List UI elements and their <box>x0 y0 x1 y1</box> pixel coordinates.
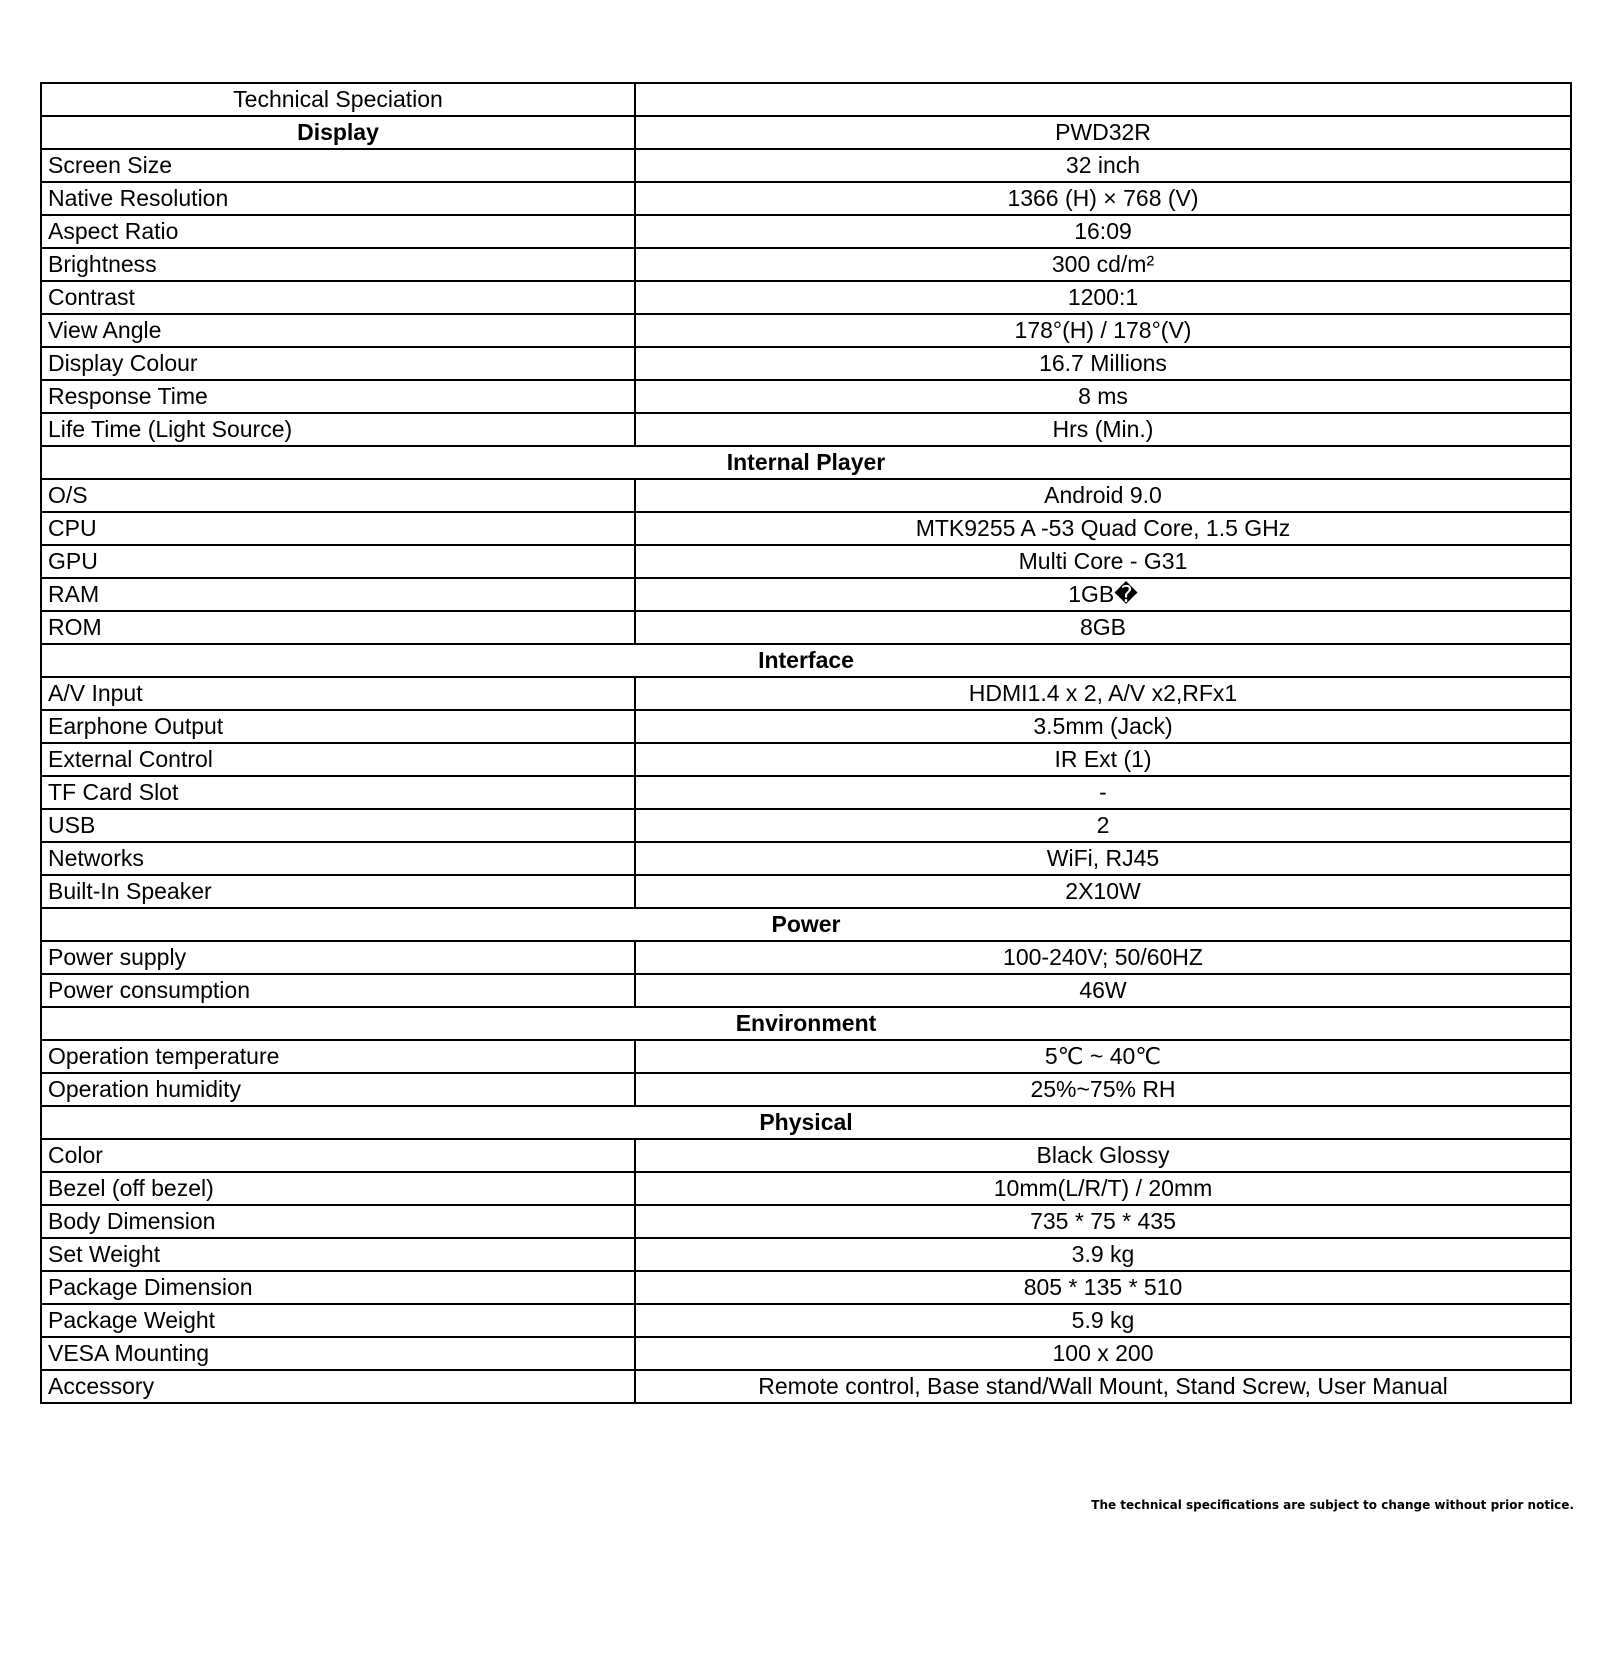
row-value: 3.9 kg <box>635 1238 1571 1271</box>
table-row <box>41 1370 1571 1403</box>
table-row <box>41 479 1571 512</box>
row-value: IR Ext (1) <box>635 743 1571 776</box>
row-value: 300 cd/m² <box>635 248 1571 281</box>
table-row <box>41 1073 1571 1106</box>
row-value: 1200:1 <box>635 281 1571 314</box>
row-label: Package Weight <box>41 1304 635 1337</box>
row-value: 805 * 135 * 510 <box>635 1271 1571 1304</box>
row-value: MTK9255 A -53 Quad Core, 1.5 GHz <box>635 512 1571 545</box>
table-row <box>41 1304 1571 1337</box>
row-label: Bezel (off bezel) <box>41 1172 635 1205</box>
table-row <box>41 809 1571 842</box>
row-value: Multi Core - G31 <box>635 545 1571 578</box>
row-label: A/V Input <box>41 677 635 710</box>
row-value: 16.7 Millions <box>635 347 1571 380</box>
row-label: View Angle <box>41 314 635 347</box>
table-row <box>41 149 1571 182</box>
row-value: - <box>635 776 1571 809</box>
section-header-power: Power <box>41 908 1571 941</box>
table-title: Technical Speciation <box>41 83 635 116</box>
row-label: Accessory <box>41 1370 635 1403</box>
spec-table <box>40 82 1572 1404</box>
row-value: 32 inch <box>635 149 1571 182</box>
row-label: Power consumption <box>41 974 635 1007</box>
row-value: 2X10W <box>635 875 1571 908</box>
row-label: Package Dimension <box>41 1271 635 1304</box>
table-row <box>41 1139 1571 1172</box>
row-label: VESA Mounting <box>41 1337 635 1370</box>
table-row <box>41 413 1571 446</box>
table-row <box>41 215 1571 248</box>
section-header-row <box>41 908 1571 941</box>
table-row <box>41 677 1571 710</box>
row-label: Brightness <box>41 248 635 281</box>
row-label: CPU <box>41 512 635 545</box>
row-label: Body Dimension <box>41 1205 635 1238</box>
row-label: GPU <box>41 545 635 578</box>
table-row <box>41 974 1571 1007</box>
row-label: RAM <box>41 578 635 611</box>
row-value: Black Glossy <box>635 1139 1571 1172</box>
row-label: Networks <box>41 842 635 875</box>
section-header-interface: Interface <box>41 644 1571 677</box>
table-row <box>41 248 1571 281</box>
row-value: Remote control, Base stand/Wall Mount, Stand Screw, User Manual <box>635 1370 1571 1403</box>
row-label: Set Weight <box>41 1238 635 1271</box>
row-value: 25%~75% RH <box>635 1073 1571 1106</box>
row-value: 16:09 <box>635 215 1571 248</box>
row-value: 1366 (H) × 768 (V) <box>635 182 1571 215</box>
table-row <box>41 743 1571 776</box>
section-header-environment: Environment <box>41 1007 1571 1040</box>
model-name: PWD32R <box>635 116 1571 149</box>
section-header-row <box>41 446 1571 479</box>
table-row <box>41 545 1571 578</box>
table-row <box>41 1172 1571 1205</box>
table-row <box>41 182 1571 215</box>
row-label: Screen Size <box>41 149 635 182</box>
section-header-row <box>41 1106 1571 1139</box>
section-header-internal-player: Internal Player <box>41 446 1571 479</box>
row-value: 3.5mm (Jack) <box>635 710 1571 743</box>
table-row <box>41 281 1571 314</box>
row-label: O/S <box>41 479 635 512</box>
row-value: WiFi, RJ45 <box>635 842 1571 875</box>
row-label: Operation temperature <box>41 1040 635 1073</box>
row-label: Aspect Ratio <box>41 215 635 248</box>
row-value: 100 x 200 <box>635 1337 1571 1370</box>
table-title-value <box>635 83 1571 116</box>
table-row <box>41 578 1571 611</box>
row-label: Response Time <box>41 380 635 413</box>
row-label: Power supply <box>41 941 635 974</box>
row-value: 5.9 kg <box>635 1304 1571 1337</box>
row-value: 10mm(L/R/T) / 20mm <box>635 1172 1571 1205</box>
section-header-physical: Physical <box>41 1106 1571 1139</box>
row-label: Earphone Output <box>41 710 635 743</box>
row-label: Display Colour <box>41 347 635 380</box>
row-label: External Control <box>41 743 635 776</box>
disclaimer-note: The technical specifications are subject to change without prior notice. <box>1091 1498 1574 1512</box>
table-row <box>41 380 1571 413</box>
table-row <box>41 347 1571 380</box>
row-value: 735 * 75 * 435 <box>635 1205 1571 1238</box>
table-row <box>41 710 1571 743</box>
row-value: 5℃ ~ 40℃ <box>635 1040 1571 1073</box>
row-value: 1GB� <box>635 578 1571 611</box>
table-row <box>41 875 1571 908</box>
table-row <box>41 842 1571 875</box>
display-header-row <box>41 116 1571 149</box>
table-row <box>41 1238 1571 1271</box>
table-row <box>41 512 1571 545</box>
table-row <box>41 314 1571 347</box>
row-value: HDMI1.4 x 2, A/V x2,RFx1 <box>635 677 1571 710</box>
row-value: 178°(H) / 178°(V) <box>635 314 1571 347</box>
row-label: Operation humidity <box>41 1073 635 1106</box>
row-value: 46W <box>635 974 1571 1007</box>
table-row <box>41 776 1571 809</box>
row-value: 100-240V; 50/60HZ <box>635 941 1571 974</box>
table-row <box>41 1271 1571 1304</box>
table-row <box>41 611 1571 644</box>
row-value: 2 <box>635 809 1571 842</box>
row-value: Android 9.0 <box>635 479 1571 512</box>
row-label: USB <box>41 809 635 842</box>
row-label: Native Resolution <box>41 182 635 215</box>
section-header-row <box>41 644 1571 677</box>
table-row <box>41 1205 1571 1238</box>
row-label: Color <box>41 1139 635 1172</box>
row-label: TF Card Slot <box>41 776 635 809</box>
row-value: 8GB <box>635 611 1571 644</box>
table-row <box>41 941 1571 974</box>
row-label: Built-In Speaker <box>41 875 635 908</box>
row-value: 8 ms <box>635 380 1571 413</box>
table-row <box>41 1040 1571 1073</box>
table-row <box>41 1337 1571 1370</box>
row-value: Hrs (Min.) <box>635 413 1571 446</box>
row-label: Contrast <box>41 281 635 314</box>
row-label: ROM <box>41 611 635 644</box>
row-label: Life Time (Light Source) <box>41 413 635 446</box>
section-header-row <box>41 1007 1571 1040</box>
section-header-display: Display <box>41 116 635 149</box>
table-title-row <box>41 83 1571 116</box>
